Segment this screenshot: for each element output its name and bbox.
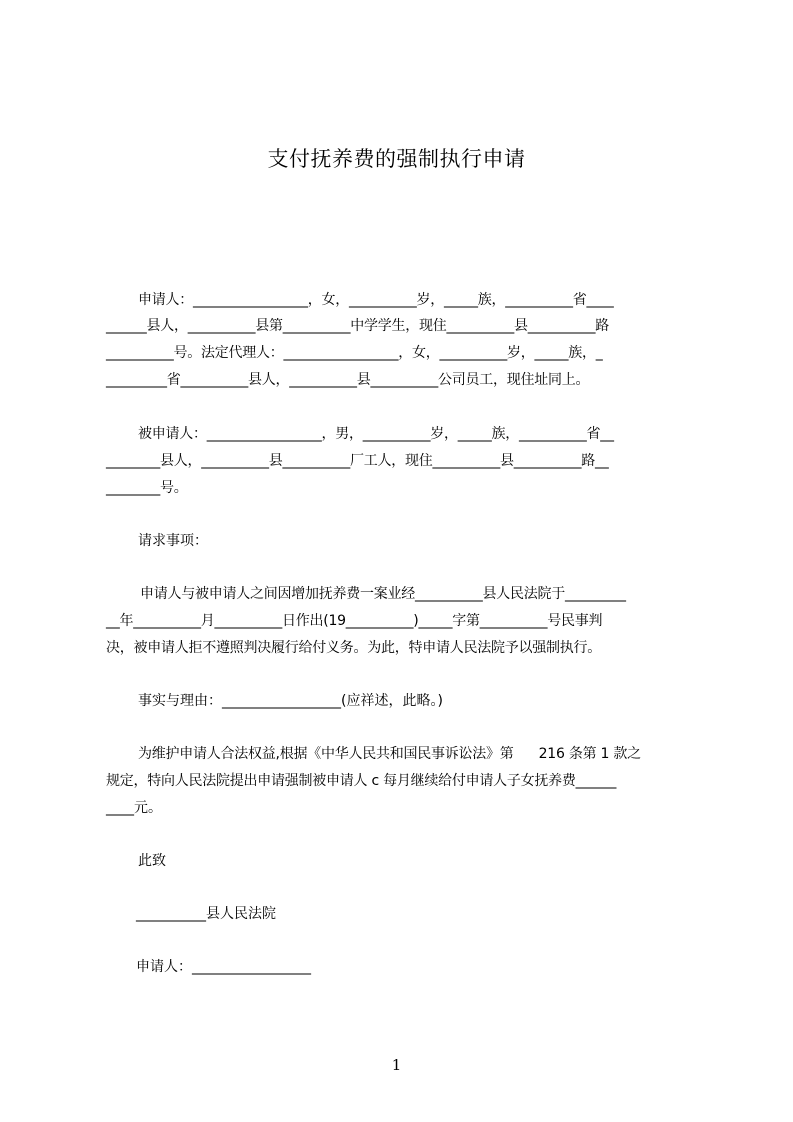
applicant-line-2: ______县人，__________县第__________中学学生，现住__________县__________路: [106, 318, 609, 334]
request-body-line-3: 决，被申请人拒不遵照判决履行给付义务。为此，特申请人民法院予以强制执行。: [106, 640, 601, 656]
request-body-line-1: 申请人与被申请人之间因增加抚养费一案业经__________县人民法院于_________: [140, 586, 626, 602]
signature-line: 申请人：_________________: [136, 959, 311, 975]
request-heading: 请求事项：: [138, 533, 208, 549]
court-line: __________县人民法院: [136, 906, 276, 922]
applicant-line-1: 申请人：_________________，女，__________岁，_____族，__________省____: [138, 292, 614, 308]
applicant-line-3: __________号。法定代理人：_________________，女，__________岁，_____族，_: [106, 345, 603, 361]
respondent-line-3: ________号。: [106, 480, 188, 496]
document-title: 支付抚养费的强制执行申请: [267, 147, 526, 171]
applicant-line-4: _________省__________县人，__________县__________公司员工，现住址同上。: [106, 372, 590, 388]
respondent-line-1: 被申请人：_________________，男，__________岁，_____族，__________省__: [138, 426, 614, 442]
legal-basis-line-1: 为维护申请人合法权益,根据《中华人民共和国民事诉讼法》第 216 条第 1 款之: [138, 746, 641, 762]
page-number: 1: [391, 1056, 402, 1074]
respondent-line-2: ________县人，__________县__________厂工人，现住__________县__________路__: [106, 453, 609, 469]
facts-line: 事实与理由：_________________(应祥述，此略。): [138, 693, 443, 709]
salutation: 此致: [138, 853, 166, 869]
legal-basis-line-2: 规定，特向人民法院提出申请强制被申请人 c 每月继续给付申请人子女抚养费______: [106, 773, 617, 789]
legal-basis-line-3: ____元。: [106, 800, 162, 816]
request-body-line-2: __年__________月__________日作出(19__________)_____字第__________号民事判: [106, 613, 603, 629]
